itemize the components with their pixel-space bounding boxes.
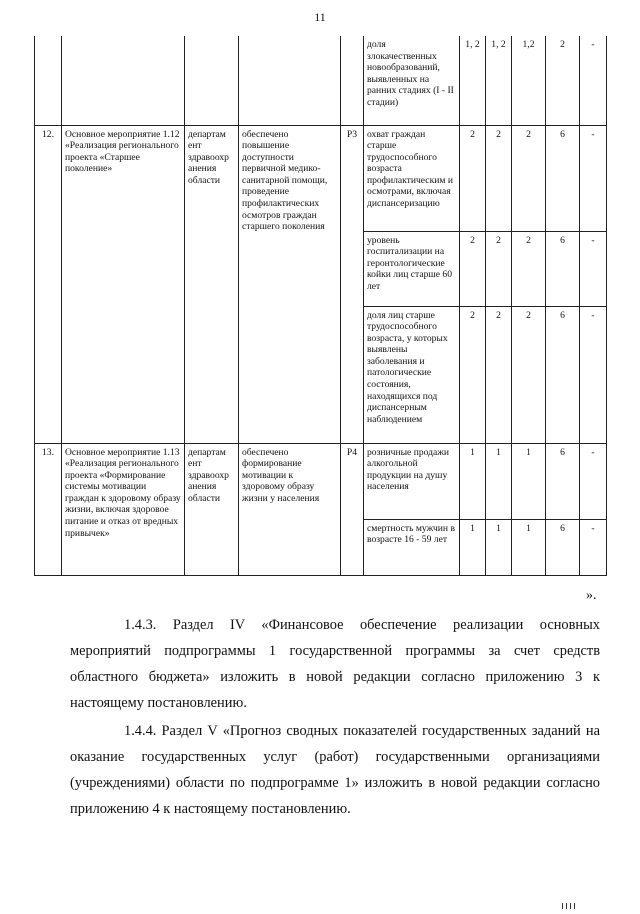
cell-value: 2: [460, 231, 486, 306]
cell-event-empty: [62, 36, 185, 125]
cell-value: -: [580, 231, 607, 306]
cell-value: 2: [546, 36, 580, 125]
cell-value: 1: [460, 443, 486, 519]
cell-value: 1: [512, 519, 546, 575]
table-row: [35, 36, 607, 125]
cell-row-number: 12.: [35, 125, 62, 443]
cell-value: 2: [486, 306, 512, 443]
cell-indicator: доля злокачественных новообразований, выявленных на ранних стадиях (I - II стадии): [364, 36, 460, 125]
cell-executor: департам ент здравоохр анения области: [185, 443, 239, 575]
cell-indicator: смертность мужчин в возрасте 16 - 59 лет: [364, 519, 460, 575]
cell-value: -: [580, 36, 607, 125]
cell-value: 1,2: [512, 36, 546, 125]
cell-value: 2: [460, 125, 486, 231]
cell-code: Р3: [341, 125, 364, 443]
cell-indicator: уровень госпитализации на геронтологические койки лиц старше 60 лет: [364, 231, 460, 306]
cell-value: 6: [546, 443, 580, 519]
cell-value: 2: [460, 306, 486, 443]
cell-result-empty: [239, 36, 341, 125]
cell-num-empty: [35, 36, 62, 125]
cell-executor: департам ент здравоохр анения области: [185, 125, 239, 443]
cell-value: 6: [546, 306, 580, 443]
cell-value: 1: [512, 443, 546, 519]
cell-executor-empty: [185, 36, 239, 125]
cell-value: -: [580, 125, 607, 231]
cell-event: Основное мероприятие 1.12 «Реализация регионального проекта «Старшее поколение»: [62, 125, 185, 443]
cell-value: -: [580, 306, 607, 443]
cell-value: -: [580, 443, 607, 519]
program-table: [34, 36, 607, 576]
cell-value: 1, 2: [486, 36, 512, 125]
cell-indicator: охват граждан старше трудоспособного возраста профилактическим и осмотрами, включая диспансеризацию: [364, 125, 460, 231]
paragraph-section-4: 1.4.3. Раздел IV «Финансовое обеспечение реализации основных мероприятий подпрограммы 1 государственной программы за счет средств областного бюджета» изложить в новой редакции согласно приложению 3 к настоящему постановлению.: [70, 617, 600, 711]
cell-value: 1: [486, 519, 512, 575]
cell-value: 1, 2: [460, 36, 486, 125]
cell-value: 6: [546, 231, 580, 306]
cell-value: -: [580, 519, 607, 575]
cell-value: 6: [546, 125, 580, 231]
paragraph-section-5: 1.4.4. Раздел V «Прогноз сводных показателей государственных заданий на оказание государственных услуг (работ) государственными организациями (учреждениями) области по подпрограмме 1» изложить в новой редакции согласно приложению 4 к настоящему постановлению.: [70, 723, 600, 817]
cell-row-number: 13.: [35, 443, 62, 575]
cell-value: 2: [486, 231, 512, 306]
cell-code: Р4: [341, 443, 364, 575]
cell-value: 2: [512, 231, 546, 306]
cell-indicator: доля лиц старше трудоспособного возраста, у которых выявлены заболевания и патологические состояния, находящихся под диспансерным наблюдением: [364, 306, 460, 443]
cell-event: Основное мероприятие 1.13 «Реализация регионального проекта «Формирование системы мотивации граждан к здоровому образу жизни, включая здоровое питание и отказ от вредных привычек»: [62, 443, 185, 575]
cell-value: 2: [486, 125, 512, 231]
table-row: [35, 125, 607, 231]
cell-code-empty: [341, 36, 364, 125]
cell-value: 6: [546, 519, 580, 575]
closing-quote: ».: [586, 588, 597, 603]
cell-value: 1: [486, 443, 512, 519]
cell-result: обеспечено повышение доступности первичной медико-санитарной помощи, проведение профилактических осмотров граждан старшего поколения: [239, 125, 341, 443]
table-row: [35, 443, 607, 519]
cell-value: 2: [512, 125, 546, 231]
cell-result: обеспечено формирование мотивации к здоровому образу жизни у населения: [239, 443, 341, 575]
cell-indicator: розничные продажи алкогольной продукции на душу населения: [364, 443, 460, 519]
cell-value: 2: [512, 306, 546, 443]
cell-value: 1: [460, 519, 486, 575]
page-number: 11: [314, 10, 326, 24]
footer-mark: [562, 896, 590, 902]
